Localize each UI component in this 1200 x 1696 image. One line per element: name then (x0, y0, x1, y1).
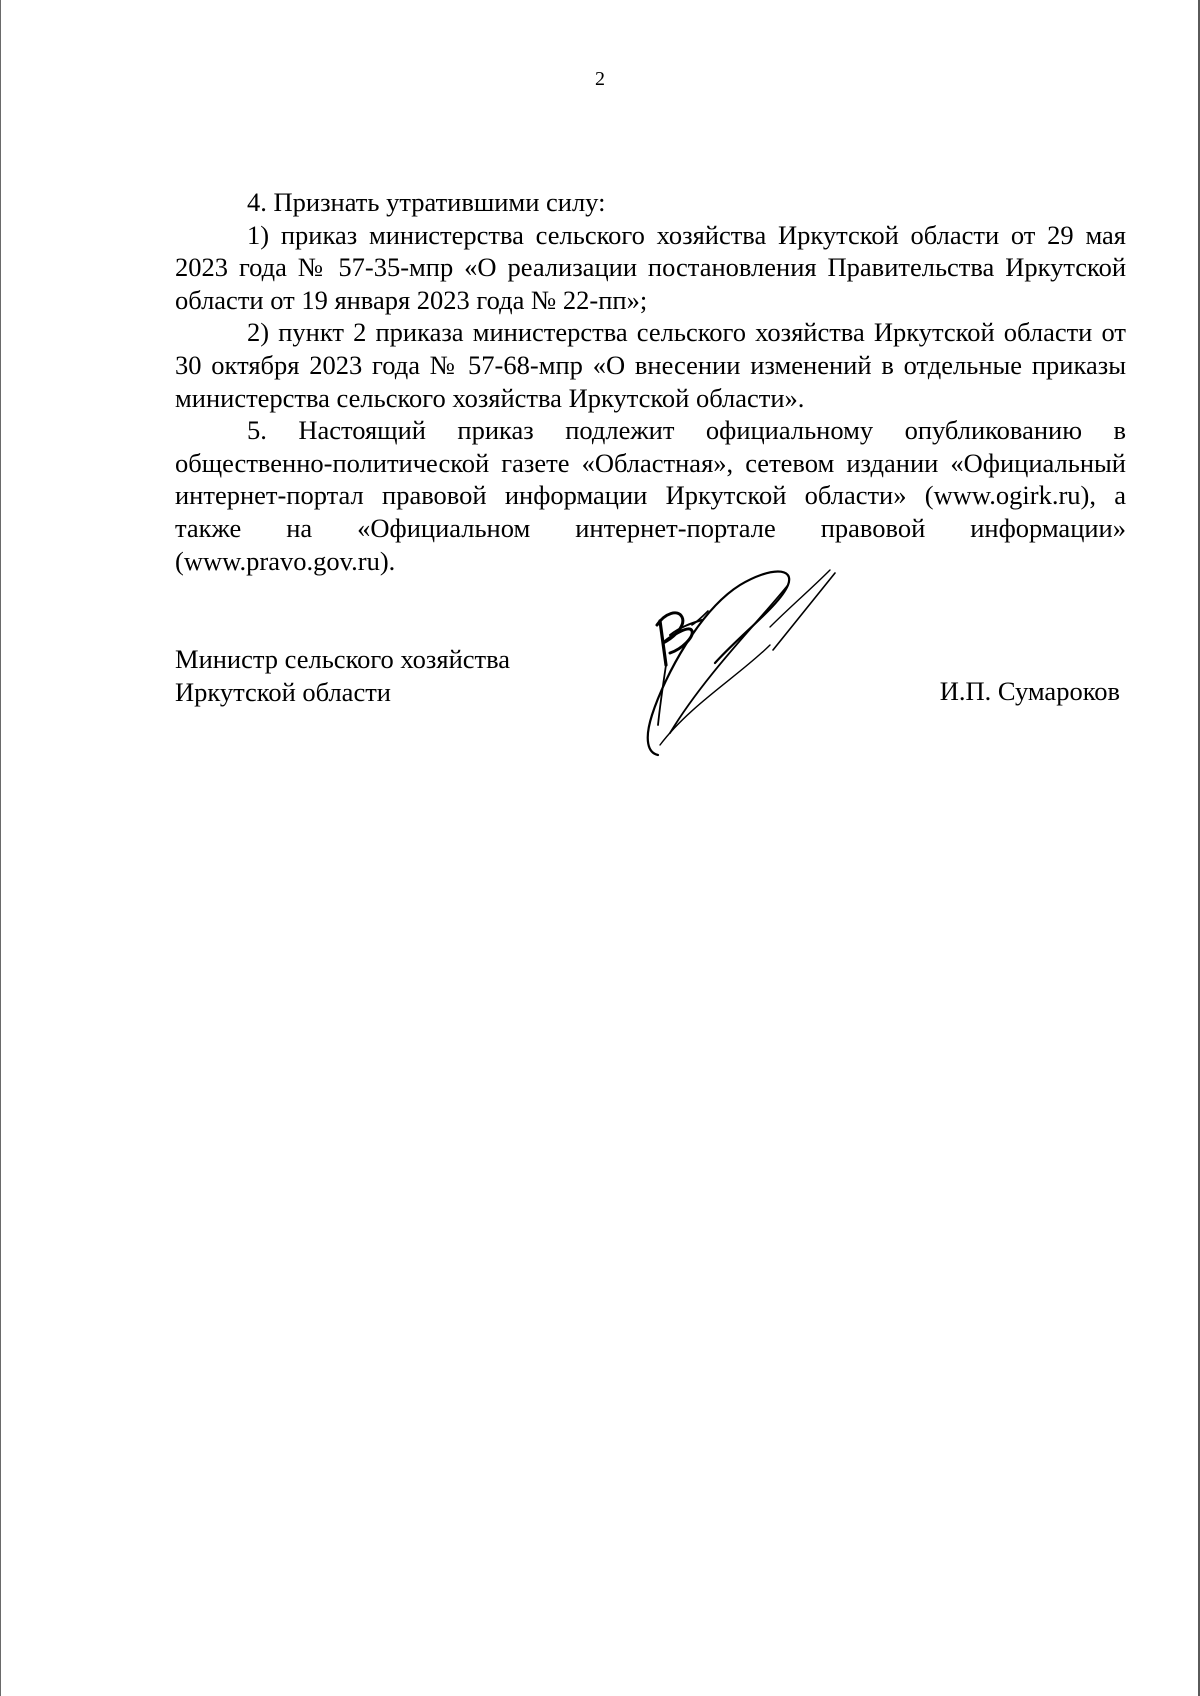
signer-title: Министр сельского хозяйства Иркутской области (175, 644, 511, 707)
page-number: 2 (595, 68, 605, 90)
scan-edge-left (0, 0, 1, 1696)
paragraph-subitem-2: 2) пункт 2 приказа министерства сельского хозяйства Иркутской области от 30 октября 2023 года № 57-68-мпр «О внесении изменений в отдельные приказы министерства сельского хозяйства Иркутской области». (175, 317, 1126, 413)
paragraph-subitem-1: 1) приказ министерства сельского хозяйства Иркутской области от 29 мая 2023 года № 57-35-мпр «О реализации постановления Правительства Иркутской области от 19 января 2023 года № 22-пп»; (175, 219, 1126, 315)
paragraph-item-4: 4. Признать утратившими силу: (247, 187, 606, 217)
signer-name: И.П. Сумароков (939, 676, 1120, 706)
document-body (175, 186, 1126, 577)
handwritten-signature-icon (630, 565, 850, 765)
paragraph-item-5: 5. Настоящий приказ подлежит официальному опубликованию в общественно-политической газете «Областная», сетевом издании «Официальный интернет-портал правовой информации Иркутской области» (www.ogirk.ru), а также на «Официальном интернет-портале правовой информации» (www.pravo.gov.ru). (175, 415, 1126, 576)
